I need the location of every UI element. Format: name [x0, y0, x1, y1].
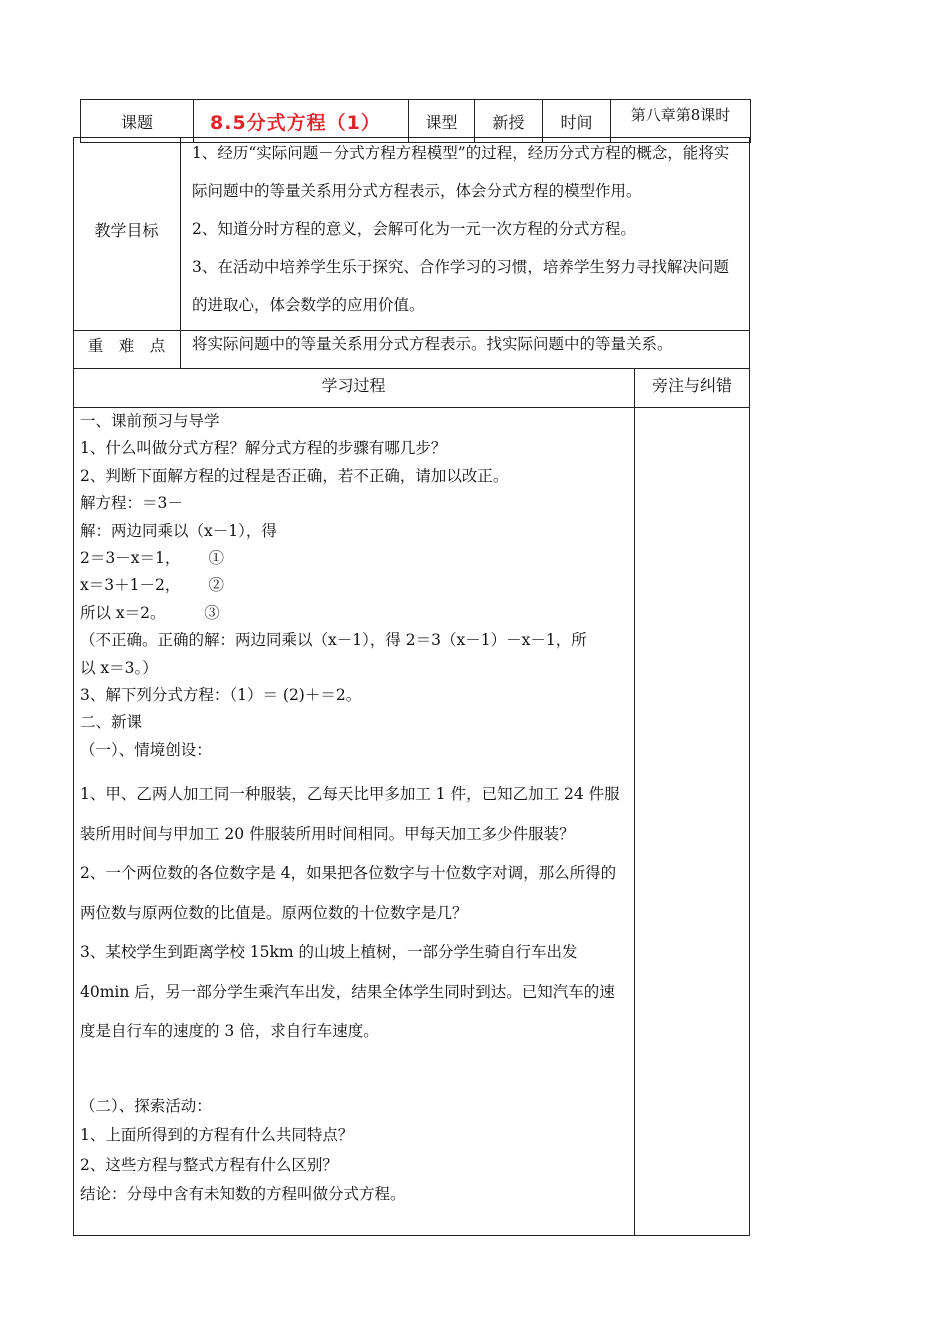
- text-line: 1、什么叫做分式方程？解分式方程的步骤有哪几步？: [80, 439, 447, 458]
- objective-item: 1、经历“实际问题－分式方程方程模型”的过程，经历分式方程的概念，能将实际问题中的等量关系用分式方程表示，体会分式方程的模型作用。: [192, 144, 730, 200]
- text-line: 2、这些方程与整式方程有什么区别？: [80, 1155, 338, 1174]
- text-line: 解：两边同乘以（x－1），得: [80, 521, 277, 540]
- preview-section: [80, 408, 630, 764]
- text-line: 结论：分母中含有未知数的方程叫做分式方程。: [80, 1185, 406, 1204]
- text-line: 以 x＝3。）: [80, 658, 158, 677]
- side-notes-divider: [634, 368, 635, 1236]
- type-label: 课型: [409, 100, 475, 143]
- objectives-label: 教学目标: [94, 221, 159, 240]
- type-value: 新授: [475, 100, 543, 143]
- side-notes-header: 旁注与纠错: [651, 376, 732, 395]
- text-line: （一）、情境创设：: [80, 740, 212, 759]
- objective-item: 3、在活动中培养学生乐于探究、合作学习的习惯，培养学生努力寻找解决问题的进取心，体会数学的应用价值。: [192, 258, 729, 314]
- page-title: 8.5分式方程（1）: [194, 100, 409, 143]
- key-points-label: 重 难 点: [87, 337, 166, 355]
- explore-section: [80, 1092, 630, 1210]
- subject-label: 课题: [81, 100, 194, 143]
- objective-item: 2、知道分时方程的意义，会解可化为一元一次方程的分式方程。: [192, 220, 636, 238]
- scenario-paragraph: 2、一个两位数的各位数字是 4，如果把各位数字与十位数字对调，那么所得的两位数与原两位数的比值是。原两位数的十位数字是几？: [80, 864, 617, 922]
- objectives-content: [192, 134, 744, 324]
- text-line: 1、上面所得到的方程有什么共同特点？: [80, 1126, 354, 1145]
- process-header: 学习过程: [321, 376, 386, 395]
- key-points-text: 将实际问题中的等量关系用分式方程表示。找实际问题中的等量关系。: [192, 335, 673, 353]
- text-line: 解方程：＝3－: [80, 494, 183, 513]
- scenario-paragraph: 1、甲、乙两人加工同一种服装，乙每天比甲多加工 1 件，已知乙加工 24 件服装所用时间与甲加工 20 件服装所用时间相同。甲每天加工多少件服装？: [80, 785, 620, 843]
- text-line: 一、课前预习与导学: [80, 412, 220, 430]
- text-line: x＝3＋1－2， ②: [80, 576, 225, 595]
- scenario-paragraph: 3、某校学生到距离学校 15km 的山坡上植树，一部分学生骑自行车出发 40min 后，另一部分学生乘汽车出发，结果全体学生同时到达。已知汽车的速度是自行车的速度的 3 倍，求自行车速度。: [80, 943, 615, 1040]
- text-line: 2、判断下面解方程的过程是否正确，若不正确，请加以改正。: [80, 466, 509, 485]
- lesson-number: 第八章第8课时: [611, 100, 751, 143]
- text-line: 3、解下列分式方程：（1）＝ (2)＋＝2。: [80, 686, 362, 705]
- text-line: （二）、探索活动：: [80, 1097, 212, 1115]
- text-line: （不正确。正确的解：两边同乘以（x－1），得 2＝3（x－1）－x－1，所: [80, 631, 587, 650]
- text-line: 所以 x＝2。 ③: [80, 603, 220, 622]
- text-line: 2＝3－x＝1， ①: [80, 549, 225, 568]
- scenario-section: [80, 775, 630, 1052]
- time-label: 时间: [543, 100, 611, 143]
- text-line: 二、新课: [80, 713, 143, 732]
